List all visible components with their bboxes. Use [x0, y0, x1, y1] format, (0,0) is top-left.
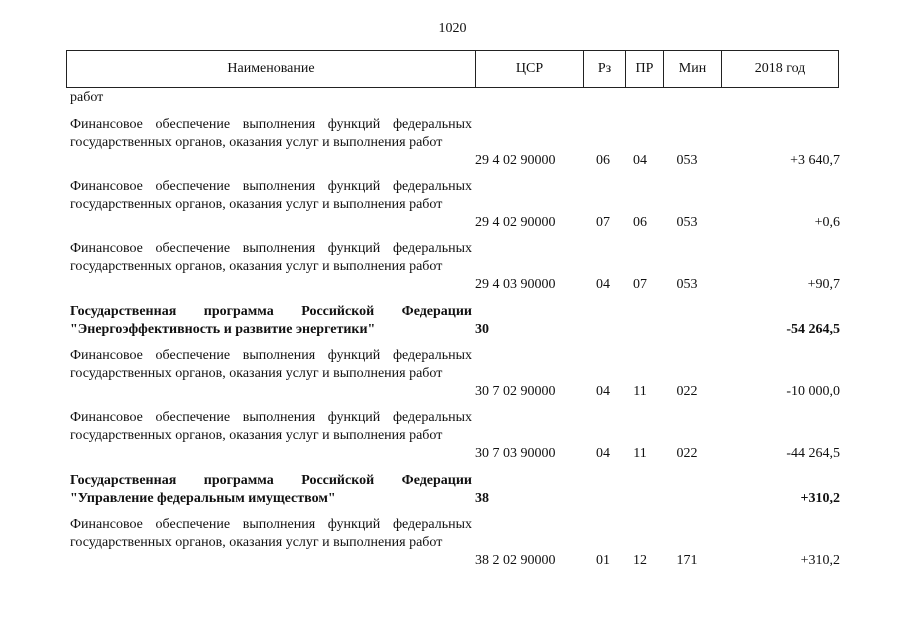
program-name: Государственная программа Российской Федерации "Энергоэффективность и развитие энергетики"	[70, 304, 472, 337]
row-amount: -10 000,0	[786, 384, 840, 399]
row-pr: 11	[633, 384, 647, 399]
row-pr: 07	[633, 277, 647, 292]
row-min: 022	[676, 384, 698, 399]
row-amount: +90,7	[807, 277, 840, 292]
row-min: 022	[676, 446, 698, 461]
continuation-text: работ	[70, 90, 104, 105]
row-min: 171	[676, 553, 698, 568]
row-name: Финансовое обеспечение выполнения функций федеральных государственных органов, оказания услуг и выполнения работ	[70, 348, 472, 381]
program-amount: -54 264,5	[786, 322, 840, 337]
header-rz: Рз	[583, 51, 625, 87]
row-rz: 04	[596, 384, 610, 399]
row-rz: 01	[596, 553, 610, 568]
row-name: Финансовое обеспечение выполнения функций федеральных государственных органов, оказания услуг и выполнения работ	[70, 179, 472, 212]
header-min: Мин	[663, 51, 721, 87]
row-rz: 07	[596, 215, 610, 230]
row-rz: 04	[596, 277, 610, 292]
header-pr: ПР	[625, 51, 663, 87]
row-name: Финансовое обеспечение выполнения функций федеральных государственных органов, оказания услуг и выполнения работ	[70, 241, 472, 274]
row-name: Финансовое обеспечение выполнения функций федеральных государственных органов, оказания услуг и выполнения работ	[70, 410, 472, 443]
program-csr: 30	[475, 322, 489, 337]
row-csr: 29 4 02 90000	[475, 215, 556, 230]
row-csr: 38 2 02 90000	[475, 553, 556, 568]
row-pr: 12	[633, 553, 647, 568]
row-amount: +0,6	[814, 215, 840, 230]
row-csr: 29 4 03 90000	[475, 277, 556, 292]
header-year: 2018 год	[721, 51, 838, 87]
row-pr: 06	[633, 215, 647, 230]
row-min: 053	[676, 153, 698, 168]
row-min: 053	[676, 277, 698, 292]
row-csr: 29 4 02 90000	[475, 153, 556, 168]
row-name: Финансовое обеспечение выполнения функций федеральных государственных органов, оказания услуг и выполнения работ	[70, 117, 472, 150]
header-name: Наименование	[227, 61, 315, 76]
table-header	[66, 50, 839, 88]
row-pr: 04	[633, 153, 647, 168]
row-amount: -44 264,5	[786, 446, 840, 461]
program-amount: +310,2	[800, 491, 840, 506]
row-pr: 11	[633, 446, 647, 461]
row-csr: 30 7 02 90000	[475, 384, 556, 399]
program-name: Государственная программа Российской Федерации "Управление федеральным имуществом"	[70, 473, 472, 506]
row-amount: +310,2	[800, 553, 840, 568]
row-min: 053	[676, 215, 698, 230]
program-csr: 38	[475, 491, 489, 506]
row-amount: +3 640,7	[790, 153, 840, 168]
page-number: 1020	[438, 21, 467, 36]
row-csr: 30 7 03 90000	[475, 446, 556, 461]
row-rz: 06	[596, 153, 610, 168]
header-csr: ЦСР	[475, 51, 583, 87]
row-rz: 04	[596, 446, 610, 461]
row-name: Финансовое обеспечение выполнения функций федеральных государственных органов, оказания услуг и выполнения работ	[70, 517, 472, 550]
